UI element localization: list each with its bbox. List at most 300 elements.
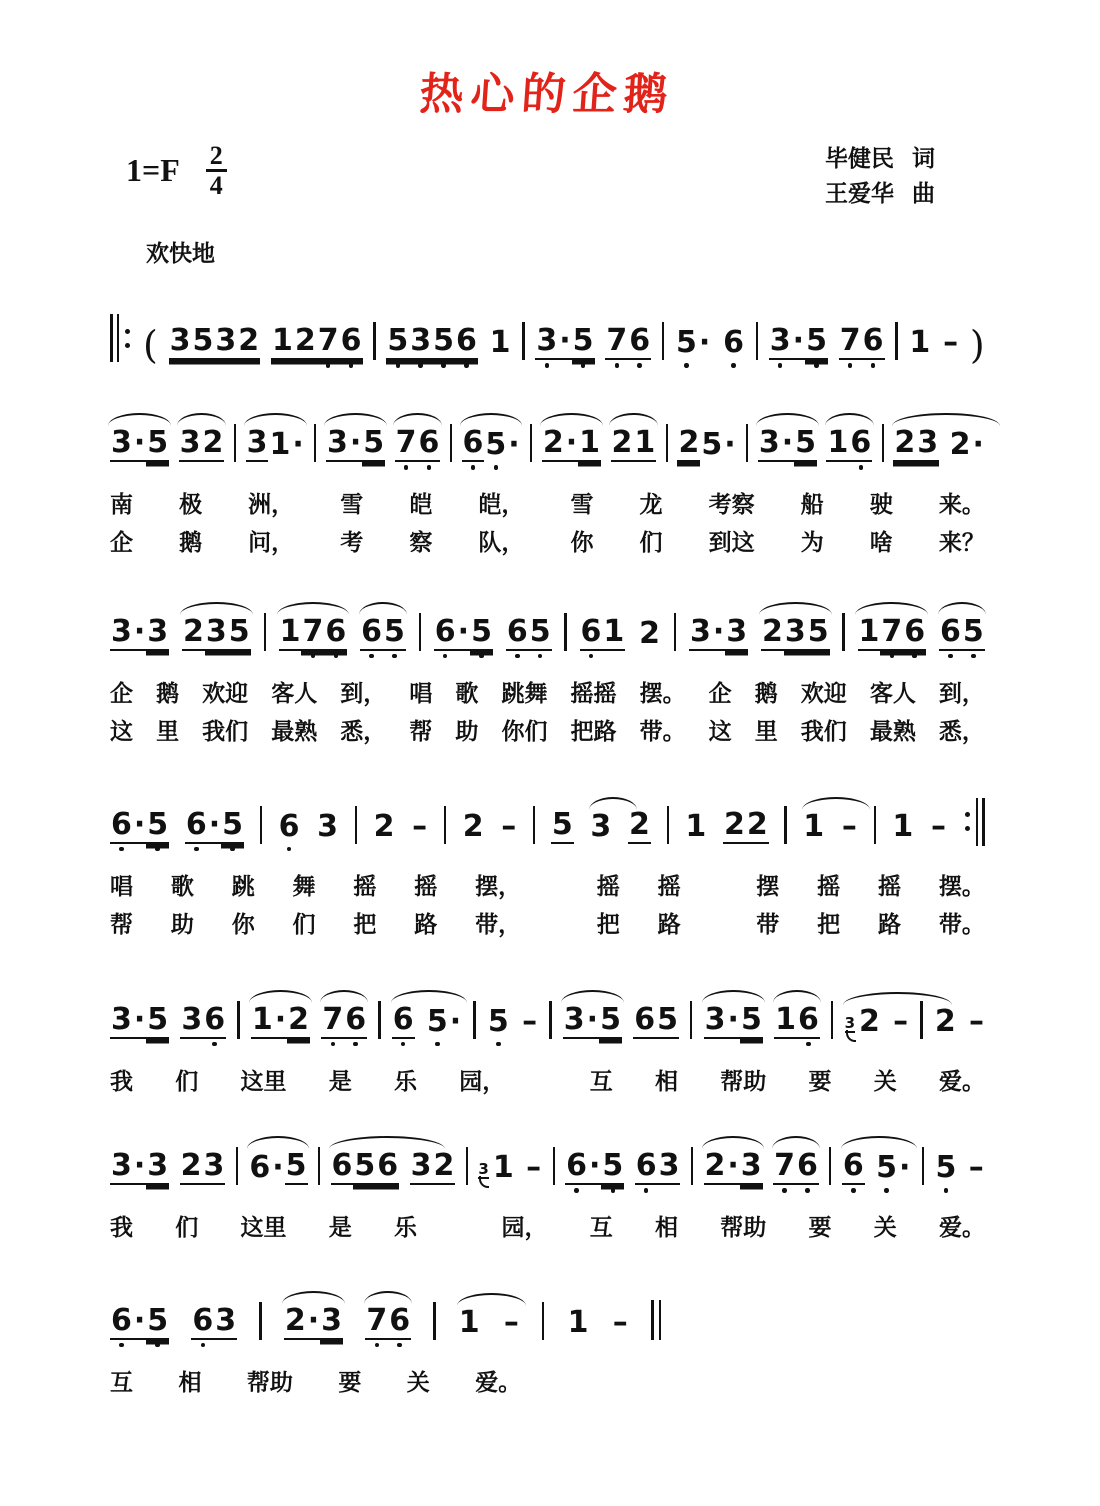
low-octave-slot [871,360,876,370]
note-digit: 6 [629,323,651,358]
note-glyphs [462,425,521,472]
note-digit: 2 [462,808,484,844]
lyric-syllable: 摇 [414,873,438,900]
tempo-marking: 欢快地 [146,241,215,267]
note-char [417,425,440,472]
note [110,613,169,661]
lyric-syllable: 客人 [869,680,916,707]
barline [882,424,884,462]
note [675,325,711,370]
note [774,1001,820,1049]
low-octave-dot [574,1188,579,1193]
barline [756,322,758,360]
notation-row [110,1147,985,1195]
note-glyphs [567,1304,590,1350]
low-octave-slot [851,1185,856,1195]
final-barline-right [659,1300,662,1340]
low-octave-slot [471,462,476,472]
note [934,1003,957,1049]
lyric-syllable: 考 [340,530,364,557]
note [858,613,927,661]
note-char [191,1302,214,1350]
note-digit: 1 [458,1304,480,1340]
low-octave-dot [471,465,476,470]
lyric-syllable: 你们 [501,719,548,746]
note-glyphs [675,325,711,370]
low-octave-dot [375,1343,380,1348]
repeat-dot [965,826,970,831]
note-char [542,425,565,472]
note-char [146,425,169,472]
note [761,613,830,661]
note-char [807,613,830,661]
note-glyphs [628,806,651,854]
lyric-syllable: 企 [110,680,133,707]
note-digit: 5 [485,427,507,462]
note-glyphs [563,1001,622,1049]
note-digit: 2 [934,1003,956,1039]
lyrics-row-1 [110,492,985,518]
note [542,425,601,472]
note-char [146,1302,169,1350]
low-octave-slot [778,360,783,370]
note [934,1150,957,1195]
lyric-syllable: 们 [639,530,663,557]
note-glyphs [684,808,707,854]
note [635,1148,681,1195]
low-octave-slot [912,651,917,661]
lyric-syllable: 要 [338,1369,362,1396]
note-glyphs [875,1150,911,1195]
note-digit: 7 [881,613,903,649]
low-octave-slot [119,844,124,854]
note-char [746,806,769,854]
slur-arc [180,602,253,615]
note-digit: 6 [377,1148,399,1184]
note-glyphs [365,1302,411,1350]
slur-arc [177,413,225,426]
low-octave-dot [155,1343,160,1348]
note-char [221,806,244,854]
note-digit: · [292,427,304,462]
note-char [110,1148,133,1195]
repeat-line [976,798,979,846]
lyric-syllable: 皑， [478,492,525,518]
note-char [487,1003,510,1049]
note-glyphs [565,1148,624,1195]
dash-note [968,1003,985,1049]
note-char [110,1001,133,1049]
low-octave-slot [418,360,423,370]
note-glyphs [110,806,169,854]
note-digit: 1 [858,613,880,649]
open-paren: ( [143,323,158,367]
note-char [268,427,291,472]
note-char [489,325,512,370]
note-glyphs [179,425,225,472]
note-char [386,323,409,370]
note-digit: 3 [321,1302,343,1338]
barline [318,1147,320,1185]
note-char [656,1001,679,1049]
note-char [588,1148,601,1195]
note-digit: 7 [317,323,339,358]
note-char [781,425,794,472]
final-barline [651,1300,661,1340]
note [180,1001,226,1049]
note-char [675,325,698,370]
note [248,1148,307,1195]
note-char [633,1001,656,1049]
note-digit: 1 [685,808,707,844]
note-glyphs [930,808,947,854]
note-digit: 1 [269,427,291,462]
note-glyphs [180,1001,226,1049]
note-char [503,1304,520,1350]
note [110,1302,169,1350]
note-char [880,613,903,661]
note-char [449,1003,462,1049]
note-digit: – [503,1304,519,1340]
note-char [893,425,916,472]
lyrics-row-1 [110,874,985,900]
note-glyphs [589,808,612,854]
note-char [434,613,457,661]
note-char [411,808,428,854]
note-digit: 6 [850,425,872,460]
lyric-syllable: 摇 [817,873,841,900]
note [949,427,985,472]
note [182,613,251,661]
lyric-syllable: 乐 [394,1068,417,1095]
note [565,1148,624,1195]
note-glyphs [839,323,885,370]
note-char [567,1304,590,1350]
note-digit: 2 [894,425,916,460]
low-octave-slot [644,1185,649,1195]
lyric-syllable: 里 [156,719,180,746]
low-octave-dot [326,363,331,368]
lyric-syllable: 你 [231,912,255,939]
lyric-syllable: 欢迎 [800,680,847,707]
note-glyphs [110,425,169,472]
note-digit: 3 [111,613,132,649]
lyric-syllable: 带。 [639,719,686,746]
note [331,1148,400,1195]
low-octave-dot [435,1042,440,1047]
slur-arc [391,990,466,1003]
composer-name: 王爱华 [825,180,894,207]
lyric-syllable: 把 [353,912,377,939]
note-digit: 3 [917,425,939,460]
note-digit: 3 [215,1302,237,1338]
note-glyphs [535,323,594,370]
lyricist-role: 词 [912,146,935,172]
system-5 [110,1001,985,1095]
note-digit: 6 [634,1001,656,1037]
note [392,1001,415,1049]
note-digit: 7 [322,1001,344,1037]
note-digit: 6 [204,1001,226,1037]
lyric-syllable: 带， [475,912,522,939]
low-octave-slot [401,1039,406,1049]
note-char [628,323,651,370]
note-char [321,1001,344,1049]
lyric-syllable: 互 [110,1369,133,1396]
note [605,323,651,370]
note-char [383,613,406,661]
note [758,425,817,472]
note-char [725,613,748,661]
note-digit: 5 [147,425,169,460]
lyric-syllable: 路 [414,912,438,939]
note-glyphs [191,1302,237,1350]
lyric-syllable: 这里 [240,1215,287,1242]
note-glyphs [934,1003,957,1049]
note-glyphs [677,425,736,472]
lyric-syllable: 里 [754,719,778,746]
note-digit: 7 [395,425,417,460]
low-octave-slot [890,651,895,661]
note-char [684,808,707,854]
system-3 [110,613,985,746]
note-char [841,808,858,854]
note-char [192,323,215,370]
note-digit: · [274,1001,287,1037]
note [567,1304,590,1350]
lyric-syllable: 为 [800,530,824,557]
credits-block [825,142,935,211]
note-digit: 1 [251,1001,273,1037]
low-octave-slot [806,1039,811,1049]
dash-note [892,1003,909,1049]
note-digit: · [272,1150,284,1186]
note-digit: 1 [909,325,931,360]
lyrics-row-2 [110,912,985,938]
note-char [316,808,339,854]
lyric-syllable: 帮 [110,912,133,939]
note-glyphs [180,1148,226,1195]
note-digit: – [943,325,959,360]
note-glyphs [774,1001,820,1049]
lyric-syllable: 龙 [639,492,663,518]
note-char [326,425,349,472]
note [939,613,985,661]
note-digit: 5 [147,1001,169,1037]
dash-note [525,1150,542,1195]
note [185,806,244,854]
lyric-syllable: 是 [328,1215,352,1242]
note-char [462,425,485,472]
note [478,1150,514,1195]
note [326,425,385,472]
lyric-syllable: 来。 [938,492,985,518]
note-char [658,1148,681,1195]
lyric-syllable: 你 [570,530,594,557]
note-char [586,1001,599,1049]
low-octave-dot [545,363,550,368]
low-octave-dot [944,1188,949,1193]
note-char [572,323,595,370]
note-digit: 5 [962,613,984,649]
lyric-syllable: 我 [110,1215,133,1242]
note-char [797,1001,820,1049]
note-char [457,613,470,661]
dash-note [942,325,959,370]
barline [553,1147,555,1185]
lyric-syllable: 队， [478,530,525,557]
note-char [633,425,656,472]
notation-row [110,424,985,472]
lyric-syllable: 问， [248,530,295,557]
note-digit: 5 [383,613,405,649]
low-octave-dot [948,654,953,659]
note-digit: 3 [326,425,348,460]
note [704,1148,763,1195]
note-glyphs [110,1001,169,1049]
time-signature-numerator: 2 [206,142,227,172]
note-digit: 5 [285,1148,307,1184]
low-octave-slot [805,1185,810,1195]
lyric-syllable: 最熟 [869,719,916,746]
note-char [525,1150,542,1195]
repeat-end-sign [963,798,985,846]
note-char [110,425,133,472]
note-char [858,613,881,661]
note-char [506,613,529,661]
note-char [110,613,133,661]
note-digit: 5 [487,1003,509,1039]
note-digit: 2 [746,806,768,842]
note-glyphs [169,323,261,370]
note [279,613,348,661]
score-systems [110,314,985,1396]
note-char [589,808,612,854]
slur-arc [329,1136,446,1149]
note-digit: 7 [774,1148,795,1184]
note-char [344,1001,367,1049]
note-glyphs [326,425,385,472]
note-glyphs [411,808,428,854]
note [426,1003,462,1049]
low-octave-dot [851,1188,856,1193]
slur-arc [759,602,832,615]
lyric-syllable: 唱 [110,873,133,900]
note-glyphs [968,1150,985,1195]
note-char [331,1148,354,1195]
repeat-dot [125,343,130,348]
note-digit: 3 [689,613,711,649]
note-char [208,806,221,854]
low-octave-slot [427,462,432,472]
note-glyphs [758,425,817,472]
low-octave-slot [464,360,469,370]
note [551,806,574,854]
low-octave-dot [427,465,432,470]
note-digit: 2 [238,323,260,358]
note-glyphs [580,613,626,661]
note-glyphs [462,808,485,854]
low-octave-dot [782,1188,787,1193]
note-digit: 6 [331,1148,353,1184]
low-octave-slot [397,1340,402,1350]
note [506,613,552,661]
system-7 [110,1300,985,1396]
lyric-syllable: 察 [409,530,433,557]
note-glyphs [773,1148,819,1195]
note-digit: 3 [147,613,169,649]
note-glyphs [638,615,661,661]
note-char [722,325,745,370]
note [321,1001,367,1049]
low-octave-slot [944,1185,949,1195]
note-digit: 3 [536,323,558,358]
note-char [551,806,574,854]
slur-arc [244,413,307,426]
note-glyphs [633,1001,679,1049]
lyric-syllable: 路 [657,912,681,939]
lyric-syllable: 路 [877,912,901,939]
note-digit: 1 [892,808,914,844]
lyric-syllable: 相 [655,1215,678,1242]
note-digit: – [522,1003,538,1039]
note-char [349,425,362,472]
lyric-syllable: 帮助 [246,1369,293,1396]
repeat-line [110,314,113,362]
lyric-syllable: 摆， [475,873,522,900]
slur-arc [756,413,819,426]
low-octave-slot [155,844,160,854]
note-char [110,806,133,854]
note-digit: 3 [111,425,132,460]
lyric-syllable: 客人 [271,680,318,707]
slur-arc [702,1136,765,1149]
note-digit: 5 [363,425,385,460]
slur-arc [843,992,952,1005]
lyric-syllable: 摇 [877,873,901,900]
note [563,1001,622,1049]
dash-note [500,808,517,854]
note-digit: 6 [111,806,132,842]
note-char [580,613,603,661]
low-octave-slot [349,360,354,370]
slur-arc [773,990,821,1003]
note-digit: 6 [434,613,456,649]
note-digit: 1 [603,613,625,649]
low-octave-slot [326,360,331,370]
slur-arc [772,1136,820,1149]
note-digit: 5 [572,323,594,358]
note-digit: 5 [471,613,492,649]
note [110,1148,169,1195]
low-octave-dot [349,363,354,368]
note-char [849,425,872,472]
slur-arc [825,413,873,426]
low-octave-dot [287,847,292,852]
lyric-syllable: 这 [110,719,133,746]
note-digit: 1 [579,425,601,460]
note [891,808,914,854]
lyric-syllable: 摆 [756,873,780,900]
note-digit: 3 [769,323,791,358]
note-char [214,323,237,370]
note-char [942,325,959,370]
note [179,425,225,472]
note-char [723,806,746,854]
note-char [507,427,520,472]
note-glyphs [612,1304,629,1350]
lyric-syllable: 助 [170,912,194,939]
